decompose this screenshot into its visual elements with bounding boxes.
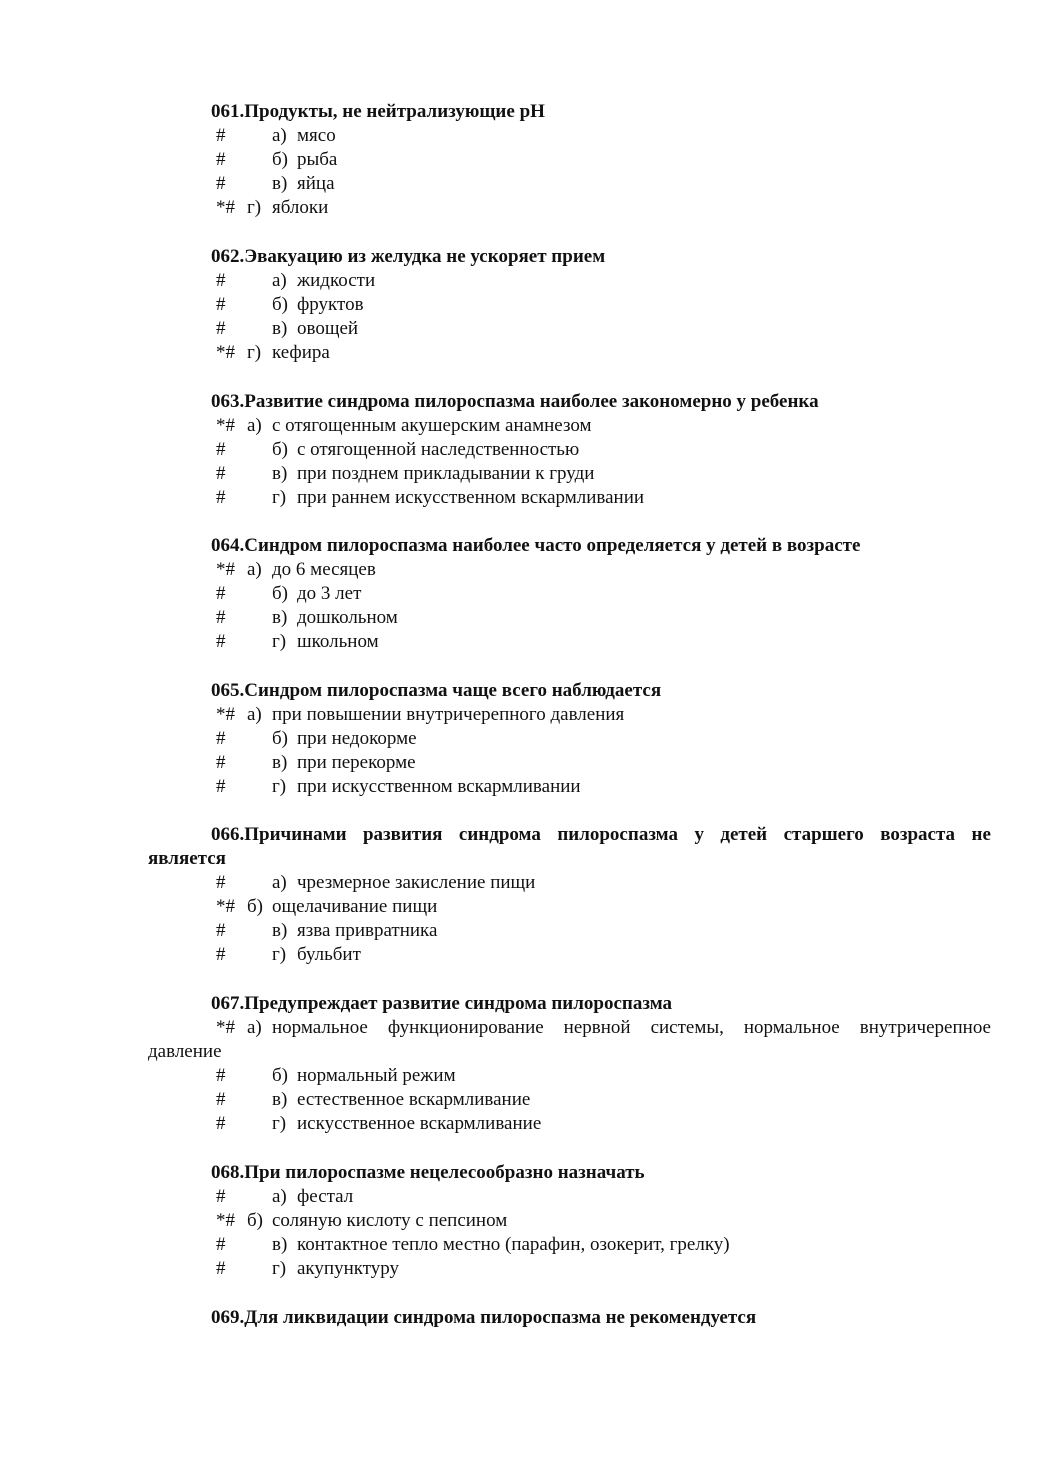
answer-text: соляную кислоту с пепсином bbox=[272, 1210, 508, 1231]
answer-mark: # bbox=[216, 149, 226, 170]
answer-mark: # bbox=[216, 944, 226, 965]
title-word: у bbox=[694, 824, 704, 845]
answer-text: с отягощенной наследственностью bbox=[297, 439, 580, 460]
answer-label: б) bbox=[272, 583, 288, 604]
answer-text bbox=[272, 1016, 991, 1040]
answer-text: фестал bbox=[297, 1186, 354, 1207]
answer-text: при недокорме bbox=[297, 728, 417, 749]
question-title bbox=[211, 823, 991, 847]
answer-mark: # bbox=[216, 318, 226, 339]
answer-text: жидкости bbox=[297, 270, 376, 291]
answer-word: функционирование bbox=[387, 1017, 544, 1038]
answer-label: а) bbox=[272, 270, 287, 291]
title-word: детей bbox=[720, 824, 768, 845]
answer-mark: # bbox=[216, 1234, 226, 1255]
answer-text: при повышении внутричерепного давления bbox=[272, 704, 625, 725]
answer-label: б) bbox=[272, 149, 288, 170]
question-title: 069.Для ликвидации синдрома пилороспазма не рекомендуется bbox=[211, 1307, 757, 1328]
title-word: синдрома bbox=[458, 824, 541, 845]
answer-text: рыба bbox=[297, 149, 338, 170]
answer-label: г) bbox=[272, 944, 287, 965]
answer-mark: # bbox=[216, 728, 226, 749]
answer-label: в) bbox=[272, 1234, 288, 1255]
answer-text: с отягощенным акушерским анамнезом bbox=[272, 415, 592, 436]
answer-mark: # bbox=[216, 631, 226, 652]
answer-label: г) bbox=[247, 197, 262, 218]
answer-word: нормальное bbox=[272, 1017, 368, 1038]
answer-text: кефира bbox=[272, 342, 330, 363]
answer-label: а) bbox=[272, 872, 287, 893]
answer-mark: # bbox=[216, 487, 226, 508]
answer-word: внутричерепное bbox=[859, 1017, 991, 1038]
answer-label: а) bbox=[247, 559, 262, 580]
answer-text-continuation: давление bbox=[148, 1041, 222, 1062]
answer-mark: # bbox=[216, 439, 226, 460]
answer-mark: # bbox=[216, 270, 226, 291]
answer-text: язва привратника bbox=[297, 920, 438, 941]
answer-label: в) bbox=[272, 463, 288, 484]
answer-mark: # bbox=[216, 607, 226, 628]
answer-label: б) bbox=[272, 439, 288, 460]
answer-text: акупунктуру bbox=[297, 1258, 400, 1279]
answer-mark: # bbox=[216, 173, 226, 194]
title-word: старшего bbox=[783, 824, 864, 845]
answer-label: в) bbox=[272, 173, 288, 194]
question-title: 062.Эвакуацию из желудка не ускоряет прием bbox=[211, 246, 606, 267]
answer-mark: # bbox=[216, 463, 226, 484]
answer-text: контактное тепло местно (парафин, озокерит, грелку) bbox=[297, 1234, 730, 1255]
answer-text: при искусственном вскармливании bbox=[297, 776, 581, 797]
answer-text: искусственное вскармливание bbox=[297, 1113, 542, 1134]
answer-label: г) bbox=[272, 1113, 287, 1134]
answer-text: бульбит bbox=[297, 944, 361, 965]
answer-text: мясо bbox=[297, 125, 336, 146]
title-word: не bbox=[971, 824, 991, 845]
answer-label: а) bbox=[247, 1017, 262, 1038]
answer-mark: # bbox=[216, 872, 226, 893]
answer-text: школьном bbox=[297, 631, 379, 652]
answer-mark: # bbox=[216, 583, 226, 604]
answer-mark: # bbox=[216, 776, 226, 797]
question-title-continuation: является bbox=[148, 848, 226, 869]
answer-text: естественное вскармливание bbox=[297, 1089, 531, 1110]
answer-text: при перекорме bbox=[297, 752, 416, 773]
answer-text: чрезмерное закисление пищи bbox=[297, 872, 536, 893]
answer-label: в) bbox=[272, 1089, 288, 1110]
answer-text: яйца bbox=[297, 173, 335, 194]
title-word: развития bbox=[362, 824, 443, 845]
answer-mark: # bbox=[216, 1113, 226, 1134]
answer-label: а) bbox=[272, 125, 287, 146]
answer-label: а) bbox=[247, 704, 262, 725]
answer-mark: *# bbox=[216, 896, 235, 917]
question-title: 063.Развитие синдрома пилороспазма наиболее закономерно у ребенка bbox=[211, 391, 819, 412]
answer-mark: # bbox=[216, 1186, 226, 1207]
answer-text: овощей bbox=[297, 318, 359, 339]
answer-label: г) bbox=[247, 342, 262, 363]
question-title: 064.Синдром пилороспазма наиболее часто определяется у детей в возрасте bbox=[211, 535, 861, 556]
answer-mark: # bbox=[216, 1089, 226, 1110]
answer-mark: *# bbox=[216, 1017, 235, 1038]
answer-mark: # bbox=[216, 920, 226, 941]
answer-label: а) bbox=[272, 1186, 287, 1207]
question-title: 068.При пилороспазме нецелесообразно назначать bbox=[211, 1162, 645, 1183]
answer-mark: *# bbox=[216, 197, 235, 218]
answer-mark: *# bbox=[216, 559, 235, 580]
question-title: 061.Продукты, не нейтрализующие pH bbox=[211, 101, 545, 122]
answer-text: при позднем прикладывании к груди bbox=[297, 463, 595, 484]
answer-label: б) bbox=[272, 294, 288, 315]
answer-text: до 6 месяцев bbox=[272, 559, 376, 580]
question-title: 067.Предупреждает развитие синдрома пилороспазма bbox=[211, 993, 673, 1014]
answer-text: нормальный режим bbox=[297, 1065, 456, 1086]
title-word: возраста bbox=[880, 824, 956, 845]
answer-label: в) bbox=[272, 318, 288, 339]
answer-label: в) bbox=[272, 752, 288, 773]
answer-label: б) bbox=[247, 1210, 263, 1231]
answer-label: б) bbox=[272, 1065, 288, 1086]
answer-label: в) bbox=[272, 607, 288, 628]
answer-text: ощелачивание пищи bbox=[272, 896, 438, 917]
answer-mark: # bbox=[216, 1065, 226, 1086]
answer-label: в) bbox=[272, 920, 288, 941]
answer-text: фруктов bbox=[297, 294, 364, 315]
answer-word: системы, bbox=[650, 1017, 724, 1038]
answer-mark: # bbox=[216, 294, 226, 315]
answer-label: г) bbox=[272, 487, 287, 508]
answer-label: а) bbox=[247, 415, 262, 436]
answer-mark: # bbox=[216, 752, 226, 773]
question-title: 065.Синдром пилороспазма чаще всего наблюдается bbox=[211, 680, 662, 701]
answer-mark: *# bbox=[216, 415, 235, 436]
answer-label: г) bbox=[272, 776, 287, 797]
title-word: 066.Причинами bbox=[211, 824, 347, 845]
answer-word: нормальное bbox=[743, 1017, 840, 1038]
title-word: пилороспазма bbox=[557, 824, 678, 845]
answer-label: б) bbox=[272, 728, 288, 749]
answer-text: дошкольном bbox=[297, 607, 398, 628]
answer-text: яблоки bbox=[272, 197, 329, 218]
answer-label: б) bbox=[247, 896, 263, 917]
answer-label: г) bbox=[272, 631, 287, 652]
answer-text: при раннем искусственном вскармливании bbox=[297, 487, 645, 508]
answer-word: нервной bbox=[563, 1017, 631, 1038]
answer-mark: *# bbox=[216, 342, 235, 363]
answer-label: г) bbox=[272, 1258, 287, 1279]
answer-mark: *# bbox=[216, 704, 235, 725]
answer-text: до 3 лет bbox=[297, 583, 362, 604]
answer-mark: *# bbox=[216, 1210, 235, 1231]
answer-mark: # bbox=[216, 1258, 226, 1279]
answer-mark: # bbox=[216, 125, 226, 146]
